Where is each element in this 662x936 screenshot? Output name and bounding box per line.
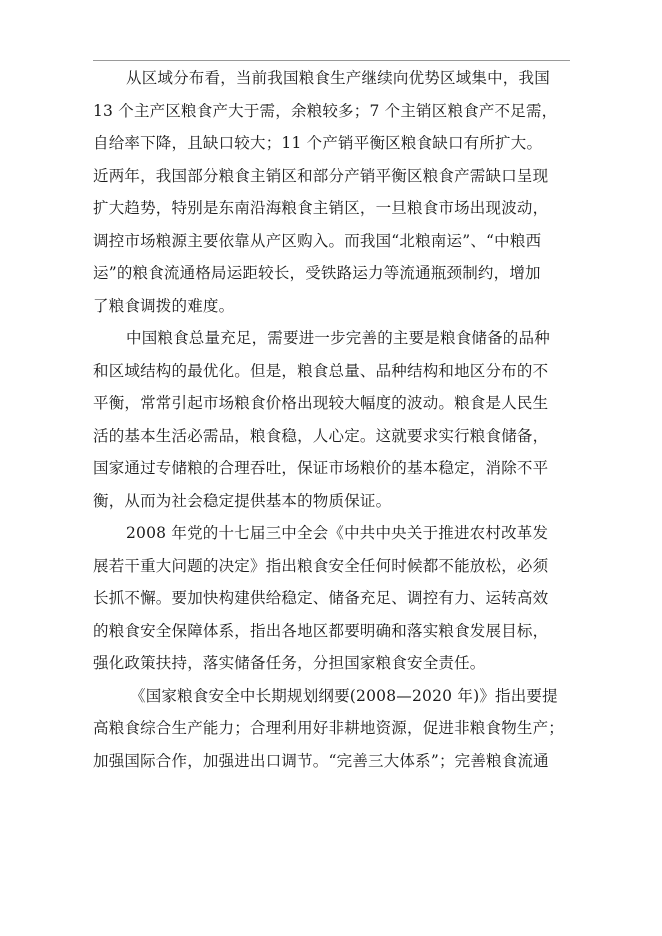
text-line: 近两年，我国部分粮食主销区和部分产销平衡区粮食产需缺口呈现 [93,166,549,185]
text-line: 加强国际合作，加强进出口调节。“完善三大体系”；完善粮食流通 [93,751,549,770]
text-line: 从区域分布看，当前我国粮食生产继续向优势区域集中，我国 [126,69,550,87]
text-line: 平衡，常常引起市场粮食价格出现较大幅度的波动。粮食是人民生 [93,394,549,412]
text-line: 扩大趋势，特别是东南沿海粮食主销区，一旦粮食市场出现波动， [93,199,549,217]
text-line: 《国家粮食安全中长期规划纲要(2008—2020 年)》指出要提 [130,686,558,705]
text-line: 展若干重大问题的决定》指出粮食安全任何时候都不能放松，必须 [93,556,549,575]
text-line: 了粮食调拨的难度。 [93,296,235,315]
text-line: 高粮食综合生产能力；合理利用好非耕地资源，促进非粮食物生产； [93,719,565,737]
text-line: 长抓不懈。要加快构建供给稳定、储备充足、调控有力、运转高效 [93,589,549,607]
text-line: 衡，从而为社会稳定提供基本的物质保证。 [93,491,392,510]
text-line: 运”的粮食流通格局运距较长，受铁路运力等流通瓶颈制约，增加 [93,264,541,282]
header-rule [93,60,570,61]
text-line: 调控市场粮源主要依靠从产区购入。而我国“北粮南运”、“中粮西 [93,231,542,250]
text-line: 2008 年党的十七届三中全会《中共中央关于推进农村改革发 [126,524,549,542]
text-line: 国家通过专储粮的合理吞吐，保证市场粮价的基本稳定，消除不平 [93,459,549,477]
text-line: 13 个主产区粮食产大于需，余粮较多；7 个主销区粮食产不足需， [93,101,558,120]
text-line: 中国粮食总量充足，需要进一步完善的主要是粮食储备的品种 [126,329,550,347]
text-line: 的粮食安全保障体系，指出各地区都要明确和落实粮食发展目标， [93,621,549,640]
document-body [93,62,573,777]
text-line: 自给率下降，且缺口较大；11 个产销平衡区粮食缺口有所扩大。 [93,134,543,152]
text-line: 强化政策扶持，落实储备任务，分担国家粮食安全责任。 [93,654,486,672]
text-line: 活的基本生活必需品，粮食稳，人心定。这就要求实行粮食储备， [93,426,549,445]
text-line: 和区域结构的最优化。但是，粮食总量、品种结构和地区分布的不 [93,361,549,380]
